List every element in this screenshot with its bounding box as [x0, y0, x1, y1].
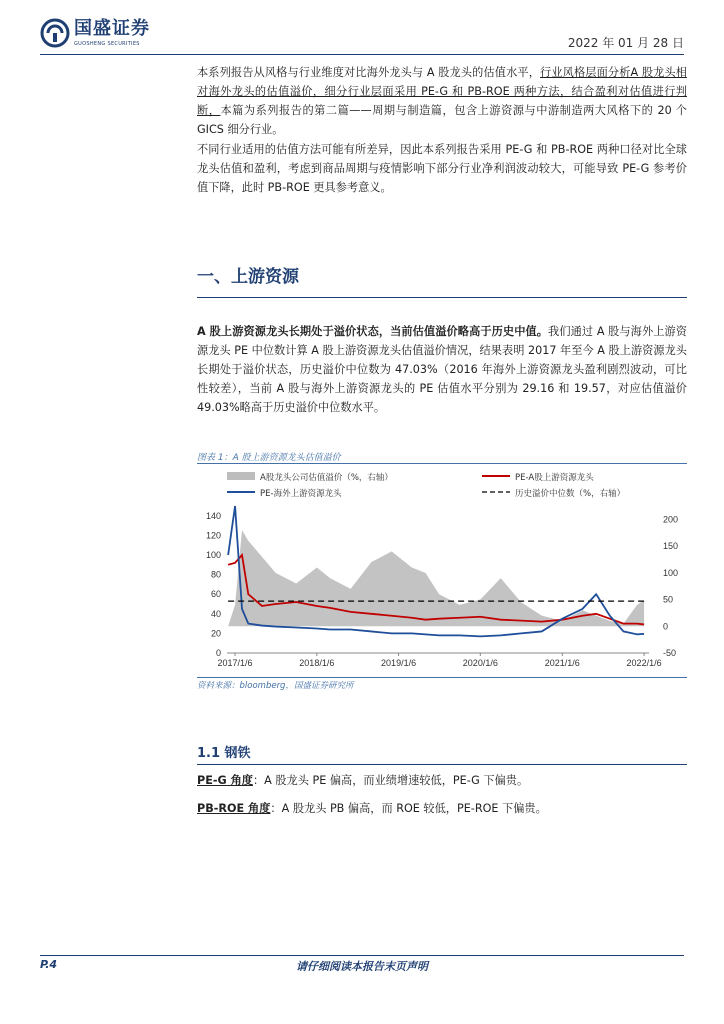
page-header — [0, 0, 724, 60]
peg-text: ：A 股龙头 PE 偏高，而业绩增速较低，PE-G 下偏贵。 — [252, 774, 529, 787]
intro-text-a: 本系列报告从风格与行业维度对比海外龙头与 A 股龙头的估值水平， — [197, 66, 541, 79]
intro-paragraph-2: 不同行业适用的估值方法可能有所差异，因此本系列报告采用 PE-G 和 PB-ROE 两种口径对比全球龙头估值和盈利，考虑到商品周期与疫情影响下部分行业净利润波动较大，可能导致 PE-G 参考价值下降，此时 PB-ROE 更具参考意义。 — [197, 143, 687, 194]
left-tick-label: 0 — [215, 648, 221, 658]
figure-source: 资料来源：bloomberg，国盛证券研究所 — [197, 681, 354, 691]
subsection-title-steel: 1.1 钢铁 — [197, 746, 251, 761]
logo-name-en: GUOSHENG SECURITIES — [74, 41, 140, 47]
section-lead-text: 我们通过 A 股与海外上游资源龙头 PE 中位数计算 A 股上游资源龙头估值溢价情况，结果表明 2017 年至今 A 股上游资源龙头长期处于溢价状态，历史溢价中位数为 47.03%（2016 年海外上游资源龙头盈利剧烈波动，可比性较差），当前 A 股与海外上游资源龙头的 PE 估值水平分别为 29.16 和 19.57，对应估值溢价 49.03%略高于历史溢价中位数水平。 — [197, 325, 687, 414]
right-tick-label: 0 — [663, 621, 669, 632]
legend-label: 历史溢价中位数（%，右轴） — [515, 489, 626, 499]
legend-label: PE-海外上游资源龙头 — [260, 489, 342, 499]
legend-label: PE-A股上游资源龙头 — [515, 473, 594, 483]
figure-caption: 图表 1：A 股上游资源龙头估值溢价 — [197, 453, 341, 463]
x-tick-label: 2019/1/6 — [381, 658, 417, 668]
intro-text-b: 本篇为系列报告的第二篇——周期与制造篇，包含上游资源与中游制造两大风格下的 20 个 GICS 细分行业。 — [197, 104, 687, 136]
x-tick-label: 2017/1/6 — [217, 658, 253, 668]
left-tick-label: 100 — [205, 550, 221, 560]
section-title: 一、上游资源 — [197, 267, 299, 287]
logo-name-cn: 国盛证券 — [74, 18, 150, 39]
page-number: P.4 — [40, 958, 58, 971]
pbroe-label: PB-ROE 角度 — [197, 802, 271, 815]
right-tick-label: -50 — [663, 648, 677, 658]
valuation-premium-chart — [187, 464, 687, 676]
left-tick-label: 140 — [205, 510, 221, 521]
report-date: 2022 年 01 月 28 日 — [567, 36, 684, 50]
legend-swatch-area — [227, 472, 255, 480]
right-tick-label: 150 — [663, 541, 679, 552]
series-area-premium — [228, 530, 644, 626]
x-tick-label: 2021/1/6 — [544, 658, 580, 668]
legend-label: A股龙头公司估值溢价（%，右轴） — [260, 473, 393, 483]
pbroe-text: ：A 股龙头 PB 偏高，而 ROE 较低，PE-ROE 下偏贵。 — [270, 802, 547, 815]
peg-row — [197, 772, 687, 790]
left-tick-label: 80 — [210, 569, 221, 580]
section-lead-bold: A 股上游资源龙头长期处于溢价状态，当前估值溢价略高于历史中值。 — [197, 325, 549, 338]
right-tick-label: 50 — [663, 594, 674, 605]
right-tick-label: 100 — [663, 567, 679, 578]
right-tick-label: 200 — [663, 514, 679, 525]
pbroe-row — [197, 800, 687, 818]
left-tick-label: 20 — [210, 628, 221, 639]
peg-label: PE-G 角度 — [197, 774, 253, 787]
chart-legend — [227, 472, 625, 499]
logo-icon — [40, 18, 70, 48]
company-logo — [40, 18, 150, 48]
subsection-divider — [197, 764, 687, 765]
left-tick-label: 40 — [210, 608, 221, 619]
x-tick-label: 2018/1/6 — [299, 658, 335, 668]
left-tick-label: 60 — [210, 589, 221, 600]
intro-paragraph-1 — [197, 63, 687, 139]
chart-plot-area — [206, 506, 678, 668]
disclaimer-note: 请仔细阅读本报告末页声明 — [296, 960, 428, 973]
section-lead-paragraph — [197, 322, 687, 417]
left-tick-label: 120 — [205, 530, 221, 541]
x-tick-label: 2020/1/6 — [462, 658, 498, 668]
intro-text-underlined: 行业风格层面分析A 股龙头相对海外龙头的估值溢价，细分行业层面采用 PE-G 和 PB-ROE 两种方法，结合盈利对估值进行判断， — [197, 66, 687, 117]
header-divider — [40, 54, 684, 55]
figure-bottom-rule — [197, 677, 687, 678]
footer-divider — [40, 955, 684, 956]
x-tick-label: 2022/1/6 — [626, 658, 662, 668]
section-divider — [197, 297, 687, 298]
